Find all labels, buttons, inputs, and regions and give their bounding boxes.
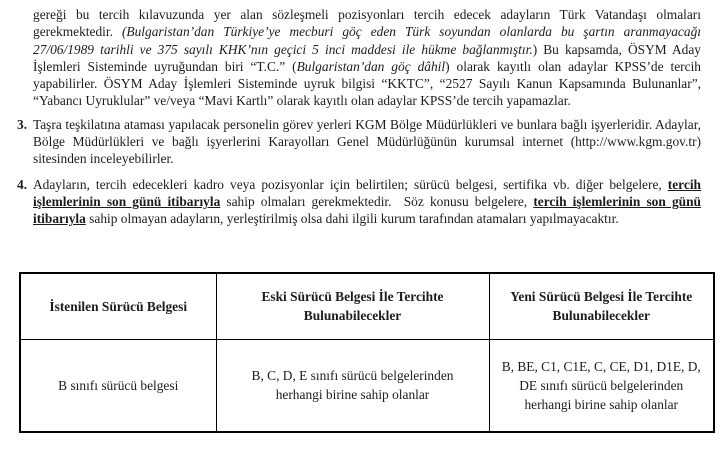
driver-license-table bbox=[19, 272, 715, 433]
text-segment-normal: Adayların, tercih edecekleri kadro veya pozisyonlar için belirtilen; sürücü belgesi, sertifika vb. diğer belgelere, bbox=[33, 176, 668, 192]
paragraph-text bbox=[33, 176, 701, 228]
paragraph-text bbox=[33, 6, 701, 110]
paragraph-text bbox=[33, 116, 701, 168]
text-segment-normal: Taşra teşkilatına ataması yapılacak personelin görev yerleri KGM Bölge Müdürlükleri ve bunlara bağlı işyerleridir. Adaylar, Bölge Müdürlükleri ve bağlı işyerlerini Karayolları Genel Müdürlüğünün kurumsal internet (http://www.kgm.gov.tr) sitesinden inceleyebilirler. bbox=[33, 116, 701, 167]
table-header-cell-1: İstenilen Sürücü Belgesi bbox=[20, 273, 216, 340]
table-header-cell-3: Yeni Sürücü Belgesi İle Tercihte Bulunabilecekler bbox=[489, 273, 714, 340]
text-segment-normal: ) olarak kayıtlı olan adaylar KPSS’de tercih yapabilirler. ÖSYM Aday İşlemleri Sisteminde uyruk bilgisi “KKTC”, “2527 Sayılı Kanun Kapsamında Bulunanlar”, “Yabancı Uyruklular” ve/veya “Mavi Kartlı” olarak kayıtlı olan adaylar KPSS’de tercih yapamazlar. bbox=[33, 58, 702, 109]
text-segment-italic: (Bulgaristan’dan Türkiye’ye mecburi göç eden Türk soyundan olanlarda bu şartın aranmayacağı 27/06/1989 tarihli ve 375 sayılı KHK’nın geçici 5 inci maddesi ile hükme bağlanmıştır. bbox=[33, 24, 701, 57]
list-number: 4. bbox=[17, 176, 28, 192]
paragraph-item-4 bbox=[17, 176, 701, 228]
text-segment-normal: sahip olmayan adayların, yerleştirilmiş olsa dahi ilgili kurum tarafından atamaları yapılmayacaktır. bbox=[85, 211, 619, 227]
list-number: 3. bbox=[17, 116, 28, 132]
paragraph-item-3 bbox=[17, 116, 701, 168]
text-segment-bold-underline: tercih işlemlerinin son günü itibarıyla bbox=[33, 193, 701, 227]
text-segment-normal: sahip olmaları gerekmektedir. Söz konusu belgelere, bbox=[220, 193, 534, 209]
list-number bbox=[17, 6, 33, 110]
table-header-row bbox=[20, 273, 714, 340]
table-cell-3: B, BE, C1, C1E, C, CE, D1, D1E, D, DE sınıfı sürücü belgelerinden herhangi birine sahip olanlar bbox=[489, 340, 714, 432]
text-segment-italic: Bulgaristan’dan göç dâhil bbox=[296, 58, 446, 74]
table-cell-2: B, C, D, E sınıfı sürücü belgelerinden herhangi birine sahip olanlar bbox=[216, 340, 489, 432]
text-segment-normal: ) Bu kapsamda, ÖSYM Aday İşlemleri Sisteminde uyruğundan biri “T.C.” ( bbox=[33, 41, 702, 74]
text-segment-normal: gereği bu tercih kılavuzunda yer alan sözleşmeli pozisyonları tercih edecek adayların Türk Vatandaşı olmaları gerekmektedir. bbox=[33, 7, 701, 40]
paragraph-list bbox=[17, 6, 701, 228]
table-cell-1: B sınıfı sürücü belgesi bbox=[20, 340, 216, 432]
table-body bbox=[20, 340, 714, 432]
text-segment-bold-underline: tercih işlemlerinin son günü itibarıyla bbox=[33, 176, 701, 209]
paragraph-intro-continuation bbox=[17, 6, 701, 110]
table-header-cell-2: Eski Sürücü Belgesi İle Tercihte Bulunabilecekler bbox=[216, 273, 489, 340]
table-row bbox=[20, 340, 714, 432]
